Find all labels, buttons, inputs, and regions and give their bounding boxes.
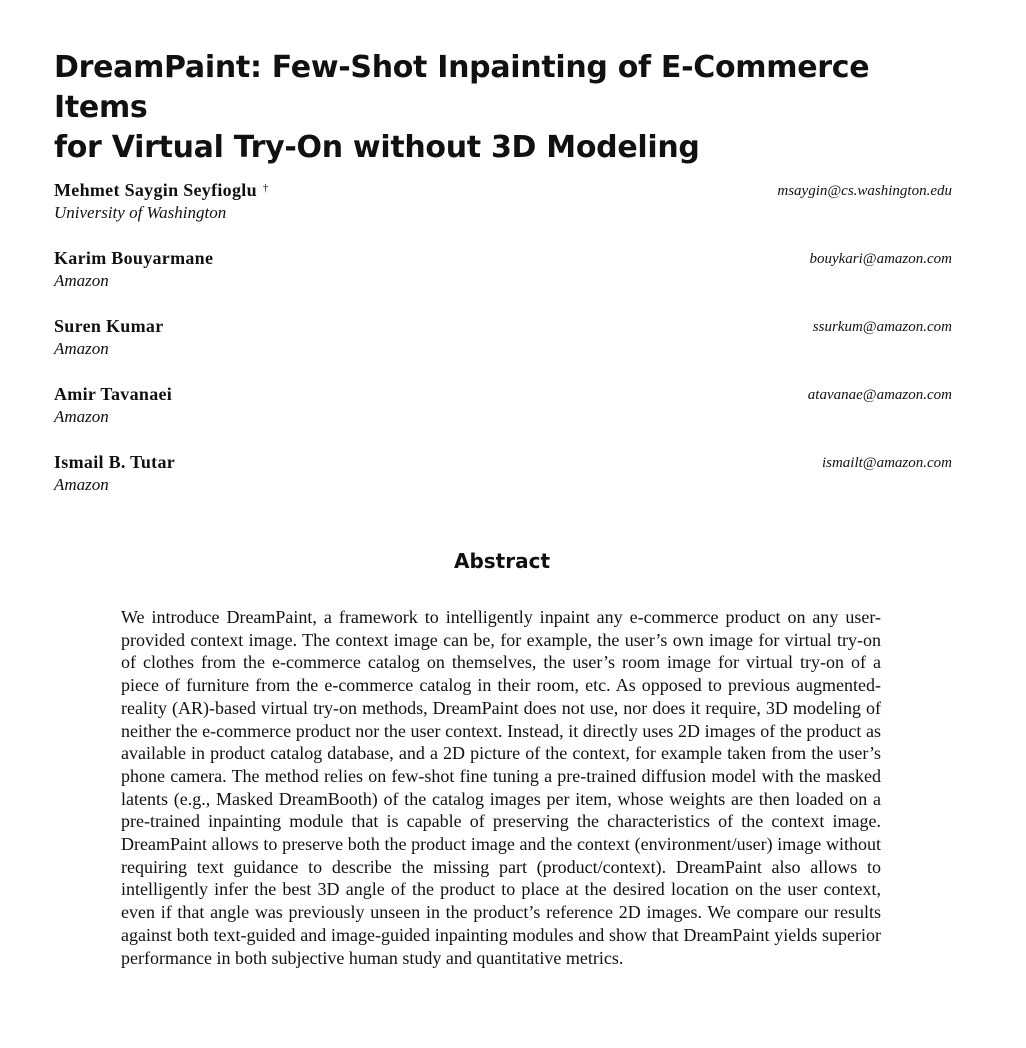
author-name: Mehmet Saygin Seyfioglu †: [54, 180, 269, 200]
author-affiliation: Amazon: [54, 271, 109, 290]
author-email: bouykari@amazon.com: [809, 251, 952, 267]
author-email: ismailt@amazon.com: [821, 455, 952, 471]
abstract-text: We introduce DreamPaint, a framework to intelligently inpaint any e-commerce product on any user-provided context image. The context image can be, for example, the user’s own image for virtual try-on of clothes from the e-commerce catalog on themselves, the user’s room image for virtual try-on of a piece of furniture from the e-commerce catalog in their room, etc. As opposed to previous augmented-reality (AR)-based virtual try-on methods, DreamPaint does not use, nor does it require, 3D modeling of neither the e-commerce product nor the user context. Instead, it directly uses 2D images of the product as available in product catalog database, and a 2D picture of the context, for example taken from the user’s phone camera. The method relies on few-shot fine tuning a pre-trained diffusion model with the masked latents (e.g., Masked DreamBooth) of the catalog images per item, whose weights are then loaded on a pre-trained inpainting module that is capable of preserving the characteristics of the context image. DreamPaint allows to preserve both the product image and the context (environment/user) image without requiring text guidance to describe the missing part (product/context). DreamPaint also allows to intelligently infer the best 3D angle of the product to place at the desired location on the user context, even if that angle was previously unseen in the product’s reference 2D images. We compare our results against both text-guided and image-guided inpainting modules and show that DreamPaint yields superior performance in both subjective human study and quantitative metrics.: [121, 607, 881, 968]
paper-title-line-1: DreamPaint: Few-Shot Inpainting of E-Commerce Items: [54, 50, 870, 125]
author-affiliation: Amazon: [54, 339, 109, 358]
author-block: [54, 178, 952, 246]
dagger-mark: †: [262, 182, 269, 194]
author-block: [54, 314, 952, 382]
author-name: Amir Tavanaei: [54, 384, 173, 404]
author-email: msaygin@cs.washington.edu: [777, 183, 952, 199]
author-name: Suren Kumar: [54, 316, 164, 336]
author-affiliation: University of Washington: [54, 203, 227, 222]
author-list: [54, 178, 952, 518]
author-email: ssurkum@amazon.com: [812, 319, 952, 335]
paper-title: [54, 48, 954, 168]
author-block: [54, 450, 952, 518]
author-name: Ismail B. Tutar: [54, 452, 176, 472]
author-email: atavanae@amazon.com: [807, 387, 952, 403]
abstract-heading: Abstract: [453, 549, 551, 573]
paper-title-line-2: for Virtual Try-On without 3D Modeling: [54, 130, 700, 165]
author-name: Karim Bouyarmane: [54, 248, 214, 268]
author-block: [54, 246, 952, 314]
author-affiliation: Amazon: [54, 475, 109, 494]
author-block: [54, 382, 952, 450]
author-affiliation: Amazon: [54, 407, 109, 426]
